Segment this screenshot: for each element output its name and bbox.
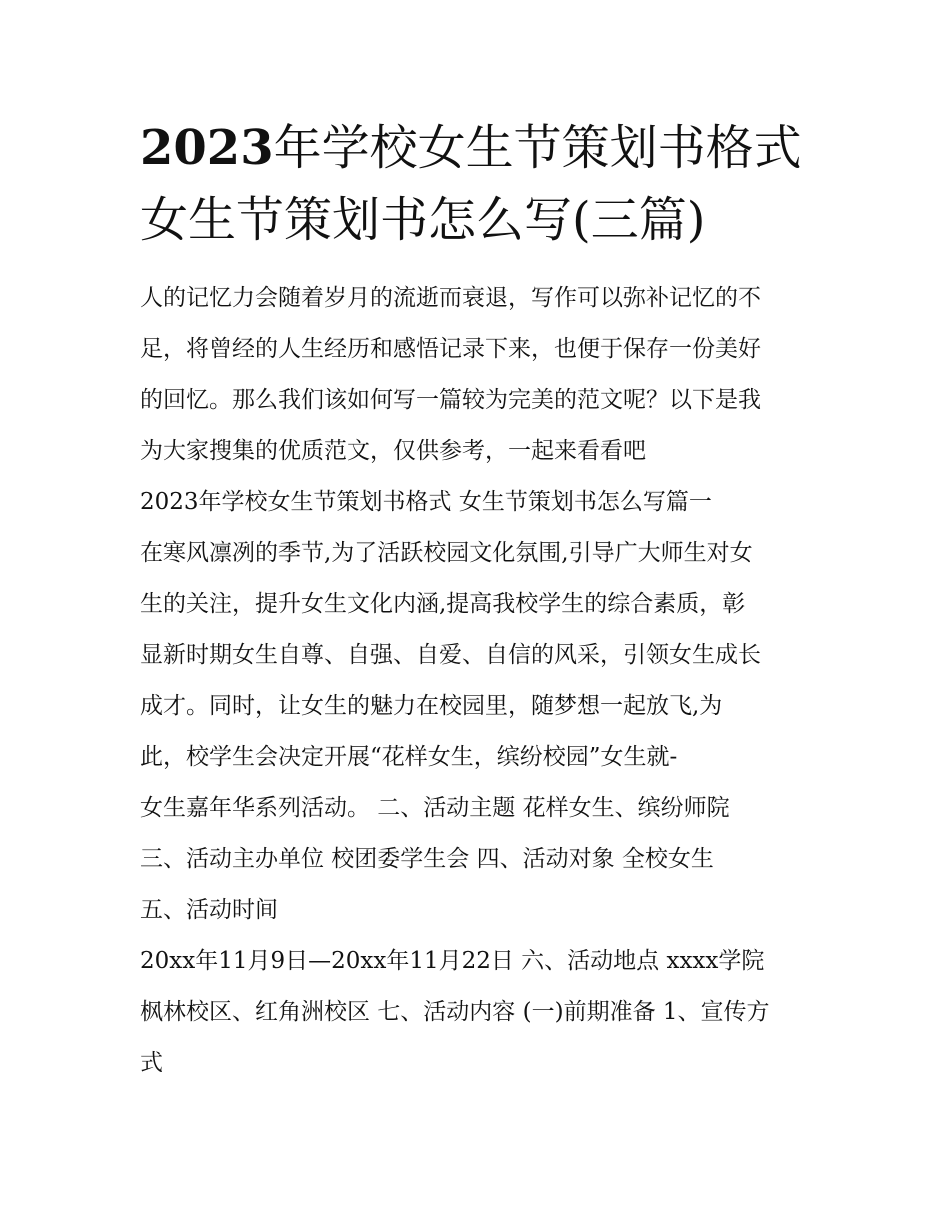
title-line-1-rest: 年学校女生节策划书格式 [273, 120, 802, 176]
title-line-1 [140, 112, 830, 184]
body-line: 2023年学校女生节策划书格式 女生节策划书怎么写篇一 [140, 489, 712, 515]
body-line: 三、活动主办单位 校团委学生会 四、活动对象 全校女生 [140, 846, 714, 872]
document-title [140, 112, 830, 256]
body-line: 的回忆。那么我们该如何写一篇较为完美的范文呢？以下是我 [140, 387, 761, 413]
body-line: 枫林校区、红角洲校区 七、活动内容 (一)前期准备 1、宣传方 [140, 999, 770, 1025]
document-body [140, 273, 830, 1089]
body-line: 此，校学生会决定开展“花样女生，缤纷校园”女生就- [140, 744, 678, 770]
body-line: 成才。同时，让女生的魅力在校园里，随梦想一起放飞,为 [140, 693, 723, 719]
title-year: 2023 [140, 120, 274, 176]
body-line: 20xx年11月9日—20xx年11月22日 六、活动地点 xxxx学院 [140, 948, 765, 974]
body-line: 显新时期女生自尊、自强、自爱、自信的风采，引领女生成长 [140, 642, 761, 668]
body-line: 足，将曾经的人生经历和感悟记录下来，也便于保存一份美好 [140, 336, 761, 362]
body-line: 为大家搜集的优质范文，仅供参考，一起来看看吧 [140, 438, 646, 464]
body-line: 女生嘉年华系列活动。 二、活动主题 花样女生、缤纷师院 [140, 795, 730, 821]
body-line: 人的记忆力会随着岁月的流逝而衰退，写作可以弥补记忆的不 [140, 285, 761, 311]
body-line: 式 [140, 1050, 163, 1076]
title-line-2: 女生节策划书怎么写(三篇) [140, 192, 706, 248]
body-line: 五、活动时间 [140, 897, 278, 923]
body-line: 在寒风凛冽的季节,为了活跃校园文化氛围,引导广大师生对女 [140, 540, 753, 566]
body-line: 生的关注，提升女生文化内涵,提高我校学生的综合素质，彰 [140, 591, 746, 617]
